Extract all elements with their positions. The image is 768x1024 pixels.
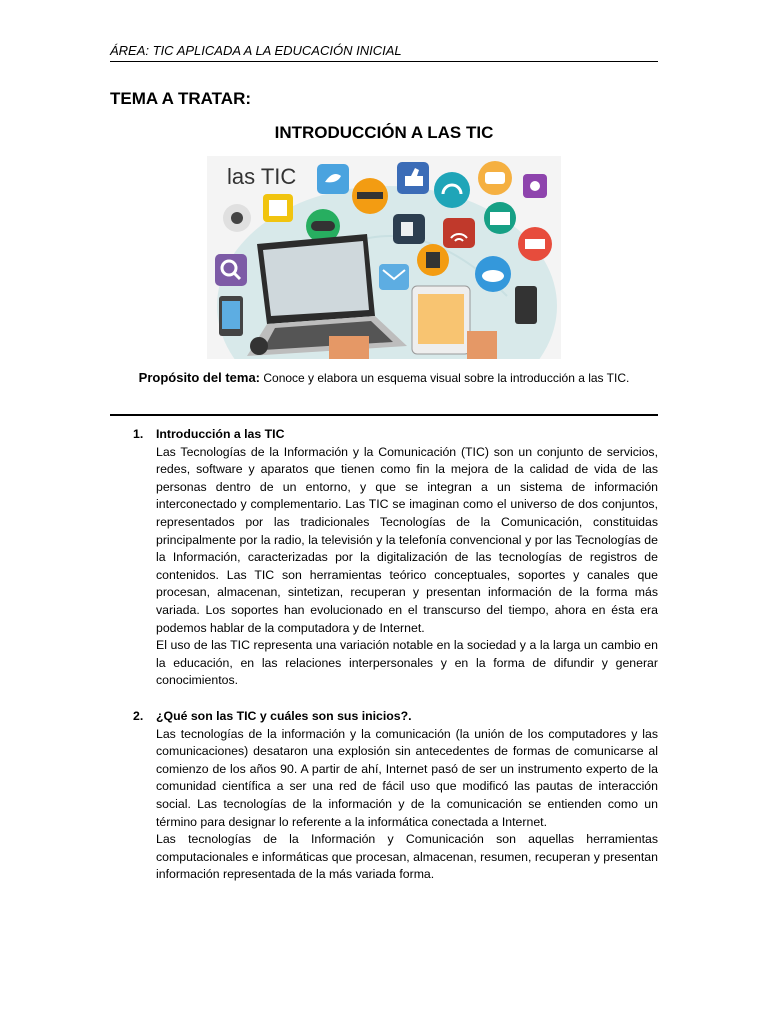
- smartphone-icon: [515, 286, 537, 324]
- like-icon: [397, 162, 429, 194]
- mail-icon: [379, 264, 409, 290]
- photo-icon: [263, 194, 293, 222]
- tic-illustration: [207, 156, 561, 359]
- cloud-icon: [475, 256, 511, 292]
- bird-icon: [317, 164, 349, 194]
- section-paragraph: El uso de las TIC representa una variación notable en la sociedad y a la larga un cambio en la educación, en las relaciones interpersonales y en la forma de difundir y generar conocimientos.: [156, 638, 658, 688]
- video-camera-icon: [393, 214, 425, 244]
- wifi-icon: [443, 218, 475, 248]
- purpose-label: Propósito del tema:: [138, 370, 261, 385]
- section-number: 2.: [133, 709, 144, 723]
- projector-icon: [518, 227, 552, 261]
- section-paragraph: Las Tecnologías de la Información y la Comunicación (TIC) son un conjunto de servicios, redes, software y aparatos que tienen como fin la mejora de la calidad de vida de las personas dentro de un entorno, y que se integran a un sistema de información interconectado y complementario. Las TIC se imaginan como el universo de dos conjuntos, representados por las tradicionales Tecnologías de la Comunicación, constituidas principalmente por la radio, la televisión y la telefonía convencional y por las Tecnologías de la Información, caracterizadas por la digitalización de las tecnologías de registros de contenidos. Las TIC son herramientas teórico conceptuales, soportes y canales que procesan, almacenan, sintetizan, recuperan y presentan información de la forma más variada. Los soportes han evolucionado en el transcurso del tiempo, ahora en ésta era podemos hablar de la computadora y de Internet.: [156, 444, 658, 635]
- section-heading: ¿Qué son las TIC y cuáles son sus inicios?.: [156, 709, 412, 723]
- purpose-text: Conoce y elabora un esquema visual sobre la introducción a las TIC.: [260, 371, 630, 385]
- section-paragraph: Las tecnologías de la Información y Comunicación son aquellas herramientas computacionales e informáticas que procesan, almacenan, resumen, recuperan y presentan información representada de la más variada forma.: [156, 832, 658, 882]
- section-heading: Introducción a las TIC: [156, 427, 285, 441]
- headphones-icon: [434, 172, 470, 208]
- section-que-son-las-tic: [133, 708, 658, 884]
- music-player-icon: [523, 174, 547, 198]
- sd-card-icon: [417, 244, 449, 276]
- header-divider: [110, 61, 658, 62]
- tablet-icon: [412, 286, 470, 354]
- section-paragraph: Las tecnologías de la información y la comunicación (la unión de los computadores y las comunicaciones) desataron una explosión sin antecedentes de formas de comunicarse al comienzo de los años 90. A partir de ahí, Internet pasó de ser un instrumento experto de la comunidad científica a ser una red de fácil uso que modificó las pautas de interacción social. Las tecnologías de la información y de la comunicación se entienden como un término para designar lo referente a la informática conectada a Internet.: [156, 726, 658, 829]
- document-title: INTRODUCCIÓN A LAS TIC: [274, 123, 494, 142]
- camera-icon: [484, 202, 516, 234]
- section-introduccion: [133, 426, 658, 690]
- glasses-icon: [352, 178, 388, 214]
- header-area-text: ÁREA: TIC APLICADA A LA EDUCACIÓN INICIAL: [110, 43, 402, 58]
- webcam-icon: [223, 204, 251, 232]
- section-number: 1.: [133, 427, 144, 441]
- tema-label: TEMA A TRATAR:: [110, 89, 252, 108]
- watch-icon: [250, 337, 268, 355]
- purpose-line: [110, 370, 658, 385]
- section-divider: [110, 414, 658, 416]
- chat-icon: [478, 161, 512, 195]
- search-icon: [215, 254, 247, 286]
- phone-left-icon: [219, 296, 243, 336]
- illustration-caption: las TIC: [227, 164, 297, 189]
